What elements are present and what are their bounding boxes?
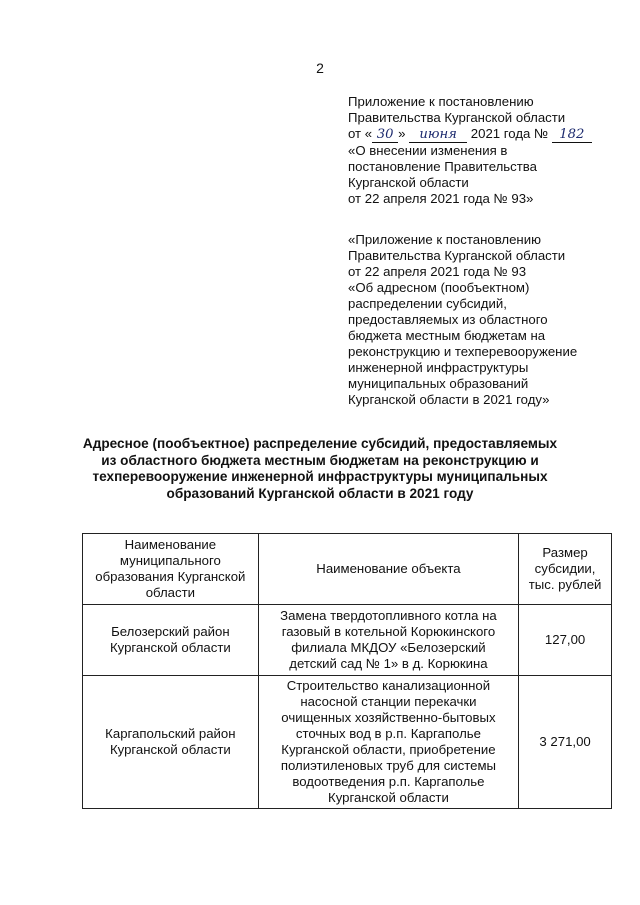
cell-text: Курганской области, приобретение	[281, 742, 496, 757]
header-text: образования Курганской	[95, 569, 246, 584]
handwritten-number: 182	[552, 128, 592, 143]
cell-text: Строительство канализационной	[286, 678, 491, 693]
title-line: из областного бюджета местным бюджетам на реконструкцию и	[101, 452, 539, 468]
cell-text: водоотведения р.п. Каргаполье	[292, 774, 485, 789]
table-header-row	[83, 534, 612, 605]
subsidy-table	[82, 533, 612, 809]
appendix-line: распределении субсидий,	[348, 296, 507, 311]
header-amount	[519, 534, 612, 605]
cell-text: детский сад № 1» в д. Корюкина	[289, 656, 488, 671]
appendix-line: «Приложение к постановлению	[348, 232, 541, 247]
year-text: 2021 года №	[470, 126, 549, 141]
appendix-line: «О внесении изменения в	[348, 143, 508, 158]
cell-text: Белозерский район	[111, 624, 230, 639]
appendix-line: от 22 апреля 2021 года № 93»	[348, 191, 534, 206]
title-line: образований Курганской области в 2021 году	[166, 485, 474, 501]
appendix-line: инженерной инфраструктуры	[348, 360, 529, 375]
cell-object	[258, 605, 518, 676]
appendix-line: предоставляемых из областного	[348, 312, 548, 327]
header-text: субсидии,	[534, 561, 596, 576]
header-text: Наименование	[124, 537, 217, 552]
cell-text: филиала МКДОУ «Белозерский	[291, 640, 486, 655]
header-object	[258, 534, 518, 605]
appendix-line: Правительства Курганской области	[348, 248, 566, 263]
cell-text: Курганской области	[109, 742, 231, 757]
title-line: Адресное (пообъектное) распределение субсидий, предоставляемых	[82, 436, 558, 451]
cell-municipality	[83, 605, 259, 676]
appendix-line: «Об адресном (пообъектном)	[348, 280, 530, 295]
document-title	[70, 436, 570, 502]
cell-object	[258, 676, 518, 809]
appendix-header	[348, 94, 618, 207]
cell-text: Курганской области	[109, 640, 231, 655]
table-row	[83, 605, 612, 676]
cell-text: полиэтиленовых труб для системы	[280, 758, 497, 773]
cell-text: Замена твердотопливного котла на	[280, 608, 497, 623]
cell-amount: 3 271,00	[519, 676, 612, 809]
appendix-line: муниципальных образований	[348, 376, 529, 391]
cell-amount: 127,00	[519, 605, 612, 676]
appendix-line: бюджета местным бюджетам на	[348, 328, 546, 343]
appendix-line: Курганской области	[348, 175, 469, 190]
handwritten-month: июня	[409, 128, 467, 143]
table-row	[83, 676, 612, 809]
handwritten-day: 30	[372, 128, 398, 143]
header-text: муниципального	[119, 553, 221, 568]
cell-text: очищенных хозяйственно-бытовых	[281, 710, 496, 725]
page-number: 2	[316, 60, 324, 76]
cell-text: Каргапольский район	[105, 726, 236, 741]
cell-text: сточных вод в р.п. Каргаполье	[295, 726, 481, 741]
date-prefix: от «	[348, 126, 373, 141]
title-line: техперевооружение инженерной инфраструктуры муниципальных	[92, 469, 548, 484]
appendix-line: Курганской области в 2021 году»	[348, 392, 550, 407]
appendix-line: Правительства Курганской области	[348, 110, 566, 125]
appendix-line: реконструкцию и техперевооружение	[348, 344, 578, 359]
appendix-line: от 22 апреля 2021 года № 93	[348, 264, 527, 279]
appendix-date-line	[348, 126, 618, 143]
header-text: области	[145, 585, 196, 600]
header-text: Наименование объекта	[316, 561, 461, 576]
cell-text: Курганской области	[328, 790, 449, 805]
appendix-line: постановление Правительства	[348, 159, 537, 174]
cell-text: газовый в котельной Корюкинского	[281, 624, 496, 639]
cell-text: насосной станции перекачки	[300, 694, 477, 709]
appendix-line: Приложение к постановлению	[348, 94, 534, 109]
appendix-original	[348, 232, 618, 408]
header-municipality	[83, 534, 259, 605]
cell-municipality	[83, 676, 259, 809]
header-text: Размер	[542, 545, 588, 560]
date-mid: »	[398, 126, 406, 141]
header-text: тыс. рублей	[528, 577, 602, 592]
